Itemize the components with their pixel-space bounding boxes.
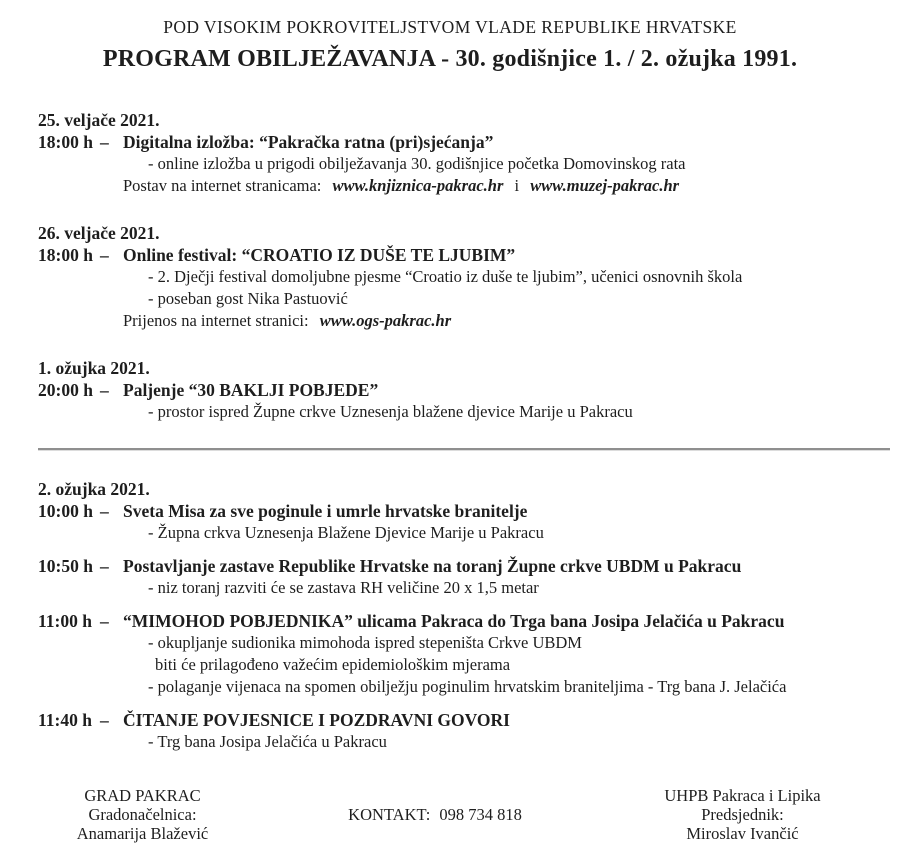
event-row (38, 709, 890, 753)
event-time: 11:00 h (38, 611, 92, 631)
section-25-veljace (38, 109, 890, 197)
event-line (38, 610, 890, 632)
event-time: 18:00 h (38, 132, 93, 152)
page-title: PROGRAM OBILJEŽAVANJA - 30. godišnjice 1. / 2. ožujka 1991. (102, 46, 798, 72)
event-detail: - 2. Dječji festival domoljubne pjesme “Croatio iz duše te ljubim”, učenici osnovnih škola (148, 267, 743, 286)
event-time: 10:50 h (38, 556, 93, 576)
event-title: “MIMOHOD POBJEDNIKA” ulicama Pakraca do Trga bana Josipa Jelačića u Pakracu (123, 611, 785, 631)
note-prefix: Prijenos na internet stranici: (123, 311, 309, 330)
event-note (38, 175, 890, 197)
note-url: www.ogs-pakrac.hr (319, 311, 452, 330)
program-content (0, 109, 900, 753)
event-line (38, 555, 890, 577)
footer-role: Predsjednik: (701, 805, 784, 824)
event-line (38, 244, 890, 266)
section-26-veljace (38, 222, 890, 332)
event-dash: – (100, 611, 109, 631)
event-line (38, 379, 890, 401)
event-row (38, 555, 890, 599)
event-title: Sveta Misa za sve poginule i umrle hrvatske branitelje (123, 501, 528, 521)
event-time: 11:40 h (38, 710, 92, 730)
section-divider (38, 448, 890, 450)
event-dash: – (100, 710, 109, 730)
footer-person-name: Anamarija Blažević (76, 824, 209, 843)
event-line (38, 709, 890, 731)
event-detail: - polaganje vijenaca na spomen obilježju poginulim hrvatskim braniteljima - Trg bana J. Jelačića (148, 677, 787, 696)
event-detail: - Trg bana Josipa Jelačića u Pakracu (148, 732, 387, 751)
note-prefix: Postav na internet stranicama: (123, 176, 322, 195)
event-title: Postavljanje zastave Republike Hrvatske na toranj Župne crkve UBDM u Pakracu (123, 556, 742, 576)
event-detail: - online izložba u prigodi obilježavanja 30. godišnjice početka Domovinskog rata (148, 154, 686, 173)
event-dash: – (100, 556, 109, 576)
note-url: www.muzej-pakrac.hr (530, 176, 680, 195)
event-dash: – (100, 501, 109, 521)
event-title: Paljenje “30 BAKLJI POBJEDE” (123, 380, 379, 400)
event-time: 20:00 h (38, 380, 93, 400)
event-detail: - prostor ispred Župne crkve Uznesenja blažene djevice Marije u Pakracu (148, 402, 633, 421)
header (0, 0, 900, 74)
section-date-heading: 2. ožujka 2021. (38, 479, 150, 499)
page-supertitle: POD VISOKIM POKROVITELJSTVOM VLADE REPUBLIKE HRVATSKE (163, 17, 737, 37)
footer-contact (285, 786, 585, 843)
section-date-heading: 25. veljače 2021. (38, 110, 160, 130)
event-row (38, 500, 890, 544)
footer (0, 786, 900, 843)
section-date-heading: 26. veljače 2021. (38, 223, 160, 243)
footer-organizer-city (0, 786, 285, 843)
event-time: 18:00 h (38, 245, 93, 265)
event-title: ČITANJE POVJESNICE I POZDRAVNI GOVORI (123, 710, 510, 730)
contact-label: KONTAKT: (348, 805, 431, 824)
event-title: Digitalna izložba: “Pakračka ratna (pri)sjećanja” (123, 132, 494, 152)
event-detail: - Župna crkva Uznesenja Blažene Djevice Marije u Pakracu (148, 523, 544, 542)
event-row (38, 244, 890, 332)
event-dash: – (100, 132, 109, 152)
event-title: Online festival: “CROATIO IZ DUŠE TE LJUBIM” (123, 245, 516, 265)
event-detail: - poseban gost Nika Pastuović (148, 289, 348, 308)
footer-person-name: Miroslav Ivančić (686, 824, 799, 843)
section-1-ozujka (38, 357, 890, 423)
event-detail: - okupljanje sudionika mimohoda ispred stepeništa Crkve UBDM (148, 633, 582, 652)
event-detail: - niz toranj razviti će se zastava RH veličine 20 x 1,5 metar (148, 578, 539, 597)
event-line (38, 131, 890, 153)
event-row (38, 610, 890, 698)
footer-org-name: UHPB Pakraca i Lipika (664, 786, 821, 805)
note-separator: i (514, 176, 520, 195)
footer-org-name: GRAD PAKRAC (84, 786, 201, 805)
event-line (38, 500, 890, 522)
event-row (38, 131, 890, 197)
section-date-heading: 1. ožujka 2021. (38, 358, 150, 378)
event-dash: – (100, 380, 109, 400)
event-detail: biti će prilagođeno važećim epidemiološkim mjerama (155, 655, 511, 674)
event-time: 10:00 h (38, 501, 93, 521)
section-2-ozujka (38, 478, 890, 753)
event-note (38, 310, 890, 332)
footer-role: Gradonačelnica: (88, 805, 197, 824)
footer-organizer-association (585, 786, 900, 843)
event-row (38, 379, 890, 423)
contact-phone: 098 734 818 (439, 805, 522, 824)
event-dash: – (100, 245, 109, 265)
note-url: www.knjiznica-pakrac.hr (332, 176, 504, 195)
